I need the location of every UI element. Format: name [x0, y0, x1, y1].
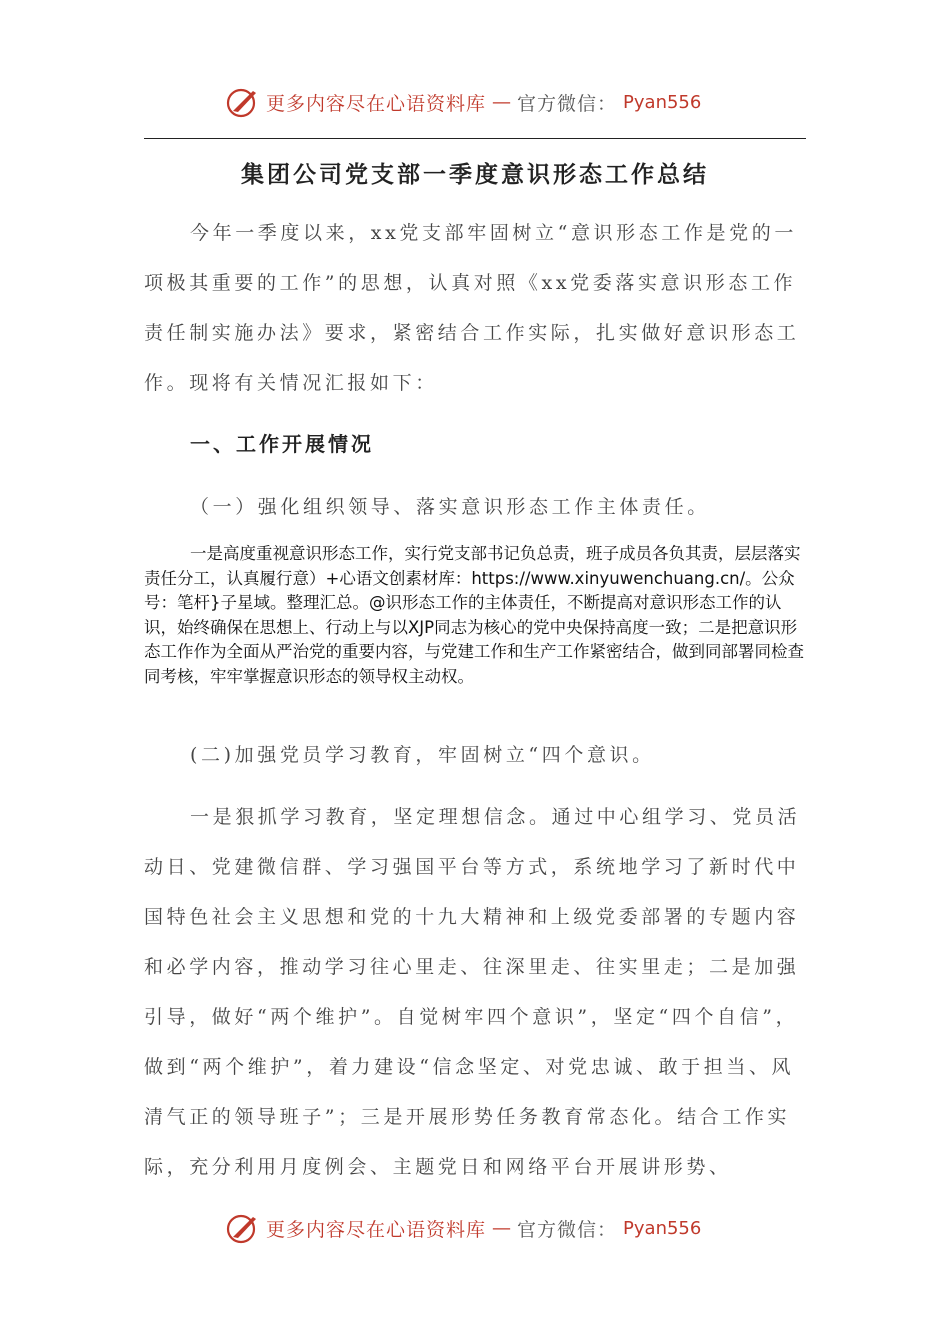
watermark-banner-top [226, 82, 701, 122]
watermark-dash: — [492, 91, 512, 113]
subsection-1-body: 一是高度重视意识形态工作，实行党支部书记负总责，班子成员各负其责，层层落实责任分工，认真履行意）+心语文创素材库：https://www.xinyuwenchuang.cn/。公众号：笔杆}子星域。整理汇总。@识形态工作的主体责任，不断提高对意识形态工作的认识，始终确保在思想上、行动上与以XJP同志为核心的党中央保持高度一致；二是把意识形态工作作为全面从严治党的重要内容，与党建工作和生产工作紧密结合，做到同部署同检查同考核，牢牢掌握意识形态的领导权主动权。 [144, 544, 804, 686]
watermark-dash: — [492, 1217, 512, 1239]
watermark-text: 更多内容尽在心语资料库 [266, 92, 487, 115]
watermark-wechat-label: 官方微信： [517, 1218, 618, 1241]
intro-paragraph: 今年一季度以来，xx党支部牢固树立“意识形态工作是党的一项极其重要的工作”的思想，认真对照《xx党委落实意识形态工作责任制实施办法》要求，紧密结合工作实际，扎实做好意识形态工作。现将有关情况汇报如下： [144, 222, 800, 394]
subsection-2-body: 一是狠抓学习教育，坚定理想信念。通过中心组学习、党员活动日、党建微信群、学习强国平台等方式，系统地学习了新时代中国特色社会主义思想和党的十九大精神和上级党委部署的专题内容和必学内容，推动学习往心里走、往深里走、往实里走；二是加强引导，做好“两个维护”。自觉树牢四个意识”，坚定“四个自信”，做到“两个维护”，着力建设“信念坚定、对党忠诚、敢于担当、风清气正的领导班子”；三是开展形势任务教育常态化。结合工作实际，充分利用月度例会、主题党日和网络平台开展讲形势、 [144, 806, 801, 1178]
subsection-heading-1: （一）强化组织领导、落实意识形态工作主体责任。 [190, 496, 710, 518]
document-title: 集团公司党支部一季度意识形态工作总结 [241, 162, 709, 188]
section-heading-1: 一、工作开展情况 [190, 432, 374, 456]
watermark-wechat-id: Pyan556 [623, 91, 702, 113]
watermark-wechat-id: Pyan556 [623, 1217, 702, 1239]
quill-logo-icon [226, 85, 260, 119]
watermark-banner-bottom [226, 1208, 701, 1248]
header-divider [144, 138, 806, 139]
watermark-text: 更多内容尽在心语资料库 [266, 1218, 487, 1241]
subsection-heading-2: (二)加强党员学习教育，牢固树立“四个意识。 [190, 744, 655, 766]
quill-logo-icon [226, 1211, 260, 1245]
watermark-wechat-label: 官方微信： [517, 92, 618, 115]
